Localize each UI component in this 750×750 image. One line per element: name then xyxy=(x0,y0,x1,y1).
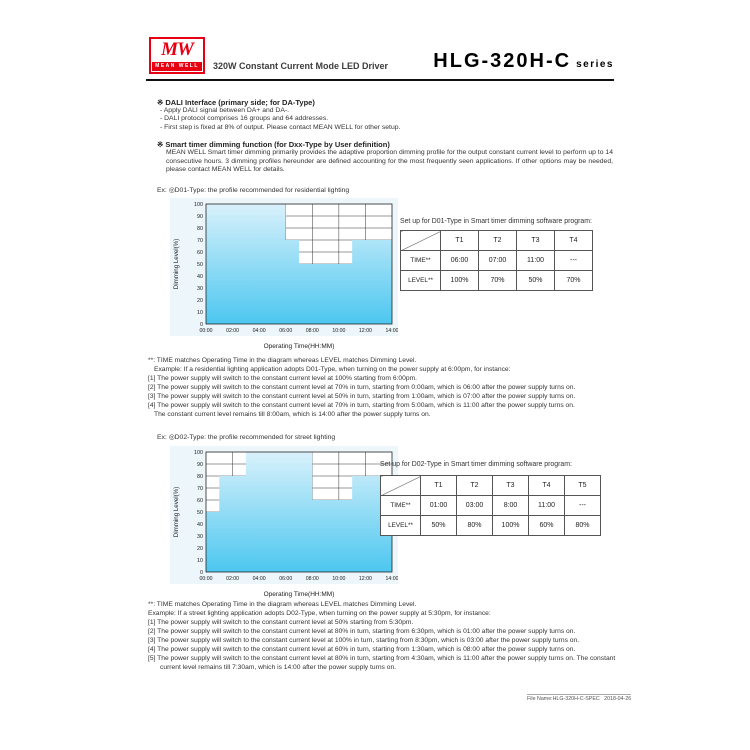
svg-text:100: 100 xyxy=(194,202,203,208)
table1-caption: Set up for D01-Type in Smart timer dimming software program: xyxy=(400,218,592,225)
d01-profile-figure xyxy=(170,198,398,352)
d01-profile-chart xyxy=(170,198,398,352)
corner-diagonal-cell xyxy=(401,231,441,251)
note-line: **: TIME matches Operating Time in the diagram whereas LEVEL matches Dimming Level. xyxy=(148,357,417,364)
table-cell: 11:00 xyxy=(529,496,565,516)
svg-text:04:00: 04:00 xyxy=(252,576,266,582)
table-cell: 80% xyxy=(565,516,601,536)
bullet-line: - DALI protocol comprises 16 groups and 64 addresses. xyxy=(160,115,329,123)
svg-text:14:00: 14:00 xyxy=(385,576,398,582)
col-header: T4 xyxy=(555,231,593,251)
table2-caption: Set up for D02-Type in Smart timer dimming software program: xyxy=(380,461,572,468)
note-line: [1] The power supply will switch to the constant current level at 100% starting from 6:00pm. xyxy=(148,375,417,382)
example1-label: Ex: ◎D01-Type: the profile recommended for residential lighting xyxy=(157,187,350,194)
svg-text:90: 90 xyxy=(197,462,203,468)
d02-profile-chart xyxy=(170,446,398,600)
svg-text:06:00: 06:00 xyxy=(279,576,293,582)
note-line: [4] The power supply will switch to the constant current level at 60% in turn, starting from 1:30am, which is 08:00 after the power supply turns on. xyxy=(148,646,576,653)
bullet-line: - First step is fixed at 8% of output. Please contact MEAN WELL for other setup. xyxy=(160,123,401,131)
table-cell: 100% xyxy=(493,516,529,536)
row-label: LEVEL** xyxy=(401,271,441,291)
table-cell: 50% xyxy=(421,516,457,536)
col-header: T5 xyxy=(565,476,601,496)
note-line: [2] The power supply will switch to the constant current level at 70% in turn, starting from 0:00am, which is 06:00 after the power supply turns on. xyxy=(148,384,576,391)
table-cell: 70% xyxy=(479,271,517,291)
corner-diagonal-cell xyxy=(381,476,421,496)
table-cell: 80% xyxy=(457,516,493,536)
note-line: [2] The power supply will switch to the constant current level at 80% in turn, starting from 6:30pm, which is 01:00 after the power supply turns on. xyxy=(148,628,576,635)
svg-text:100: 100 xyxy=(194,450,203,456)
svg-text:50: 50 xyxy=(197,262,203,268)
svg-text:10:00: 10:00 xyxy=(332,576,346,582)
svg-text:10:00: 10:00 xyxy=(332,328,346,334)
note-line: [5] The power supply will switch to the constant current level at 80% in turn, starting from 4:30am, which is 11:00 after the power supply turns on. The constant current level remains till 7:30am, which is 14:00 after the power supply turns on. xyxy=(148,655,616,671)
note-line: Example: If a street lighting application adopts D02-Type, when turning on the power supply at 5:30pm, for instance: xyxy=(148,610,491,617)
d02-settings-table xyxy=(380,475,601,536)
col-header: T2 xyxy=(457,476,493,496)
d02-notes xyxy=(148,600,628,672)
note-line: The constant current level remains till 8:00am, which is 14:00 after the power supply turns on. xyxy=(154,411,431,418)
table-cell: --- xyxy=(555,251,593,271)
d01-settings-table xyxy=(400,230,593,291)
d01-notes xyxy=(148,356,626,419)
svg-text:80: 80 xyxy=(197,226,203,232)
svg-text:70: 70 xyxy=(197,238,203,244)
svg-text:40: 40 xyxy=(197,274,203,280)
file-name-footer: File Name:HLG-320H-C-SPEC 2018-04-26 xyxy=(527,696,632,702)
table-cell: 50% xyxy=(517,271,555,291)
table-cell: 07:00 xyxy=(479,251,517,271)
note-line: Example: If a residential lighting application adopts D01-Type, when turning on the power supply at 6:00pm, for instance: xyxy=(154,366,511,373)
svg-text:20: 20 xyxy=(197,546,203,552)
svg-text:40: 40 xyxy=(197,522,203,528)
dimming-table xyxy=(400,230,593,291)
note-line: [3] The power supply will switch to the constant current level at 100% in turn, starting from 8:30pm, which is 03:00 after the power supply turns on. xyxy=(148,637,580,644)
dali-heading: ※ DALI Interface (primary side; for DA-Type) xyxy=(157,98,315,107)
logo-brand-text: MEAN WELL xyxy=(152,62,202,71)
svg-text:70: 70 xyxy=(197,486,203,492)
table-cell: 03:00 xyxy=(457,496,493,516)
example2-label: Ex: ◎D02-Type: the profile recommended for street lighting xyxy=(157,434,336,441)
table-cell: 100% xyxy=(441,271,479,291)
header-rule xyxy=(146,79,614,81)
col-header: T2 xyxy=(479,231,517,251)
bullet-line: - Apply DALI signal between DA+ and DA-. xyxy=(160,107,290,114)
svg-text:60: 60 xyxy=(197,250,203,256)
dimming-table xyxy=(380,475,601,536)
col-header: T1 xyxy=(441,231,479,251)
dali-bullet-list xyxy=(160,107,400,132)
smart-timer-paragraph: MEAN WELL Smart timer dimming primarily provides the adaptive proportion dimming profile for the output constant current level to perform up to 14 consecutive hours. 3 dimming profiles hereunder are defined accounting for the most frequently seen applications. If other options may be needed, please contact MEAN WELL for details. xyxy=(166,149,613,174)
table-cell: 60% xyxy=(529,516,565,536)
smart-timer-heading: ※ Smart timer dimming function (for Dxx-Type by User definition) xyxy=(157,140,390,149)
table-cell: 06:00 xyxy=(441,251,479,271)
col-header: T4 xyxy=(529,476,565,496)
svg-text:10: 10 xyxy=(197,558,203,564)
table-cell: 70% xyxy=(555,271,593,291)
col-header: T3 xyxy=(517,231,555,251)
note-line: [1] The power supply will switch to the constant current level at 50% starting from 5:30pm. xyxy=(148,619,414,626)
row-label: TIME** xyxy=(381,496,421,516)
svg-text:00:00: 00:00 xyxy=(199,328,213,334)
row-label: LEVEL** xyxy=(381,516,421,536)
svg-text:00:00: 00:00 xyxy=(199,576,213,582)
svg-text:Operating Time(HH:MM): Operating Time(HH:MM) xyxy=(263,343,335,350)
series-label: series xyxy=(576,59,614,70)
d02-profile-figure xyxy=(170,446,398,600)
svg-text:08:00: 08:00 xyxy=(305,576,319,582)
svg-text:50: 50 xyxy=(197,510,203,516)
table-cell: 11:00 xyxy=(517,251,555,271)
row-label: TIME** xyxy=(401,251,441,271)
svg-text:30: 30 xyxy=(197,286,203,292)
svg-text:20: 20 xyxy=(197,298,203,304)
table-cell: 01:00 xyxy=(421,496,457,516)
svg-text:90: 90 xyxy=(197,214,203,220)
table-cell: 8:00 xyxy=(493,496,529,516)
svg-text:02:00: 02:00 xyxy=(226,576,240,582)
svg-text:0: 0 xyxy=(200,322,203,328)
note-line: [3] The power supply will switch to the constant current level at 50% in turn, starting from 1:00am, which is 07:00 after the power supply turns on. xyxy=(148,393,576,400)
svg-text:08:00: 08:00 xyxy=(305,328,319,334)
svg-text:02:00: 02:00 xyxy=(226,328,240,334)
svg-text:06:00: 06:00 xyxy=(279,328,293,334)
model-name: HLG-320H-C xyxy=(433,50,572,72)
svg-text:14:00: 14:00 xyxy=(385,328,398,334)
product-subtitle: 320W Constant Current Mode LED Driver xyxy=(213,61,389,71)
svg-text:80: 80 xyxy=(197,474,203,480)
col-header: T3 xyxy=(493,476,529,496)
svg-text:10: 10 xyxy=(197,310,203,316)
svg-text:0: 0 xyxy=(200,570,203,576)
svg-text:60: 60 xyxy=(197,498,203,504)
svg-text:30: 30 xyxy=(197,534,203,540)
note-line: [4] The power supply will switch to the constant current level at 70% in turn, starting from 5:00am, which is 11:00 after the power supply turns on. xyxy=(148,402,575,409)
col-header: T1 xyxy=(421,476,457,496)
note-line: **: TIME matches Operating Time in the diagram whereas LEVEL matches Dimming Level. xyxy=(148,601,417,608)
svg-text:Dimming Level(%): Dimming Level(%) xyxy=(173,238,180,290)
table-cell: --- xyxy=(565,496,601,516)
svg-text:12:00: 12:00 xyxy=(358,328,372,334)
logo-mw-text: MW xyxy=(161,39,193,60)
svg-text:04:00: 04:00 xyxy=(252,328,266,334)
svg-text:12:00: 12:00 xyxy=(358,576,372,582)
meanwell-logo xyxy=(149,37,205,74)
model-row xyxy=(428,50,614,73)
svg-text:Operating Time(HH:MM): Operating Time(HH:MM) xyxy=(263,591,335,598)
svg-text:Dimming Level(%): Dimming Level(%) xyxy=(173,486,180,538)
